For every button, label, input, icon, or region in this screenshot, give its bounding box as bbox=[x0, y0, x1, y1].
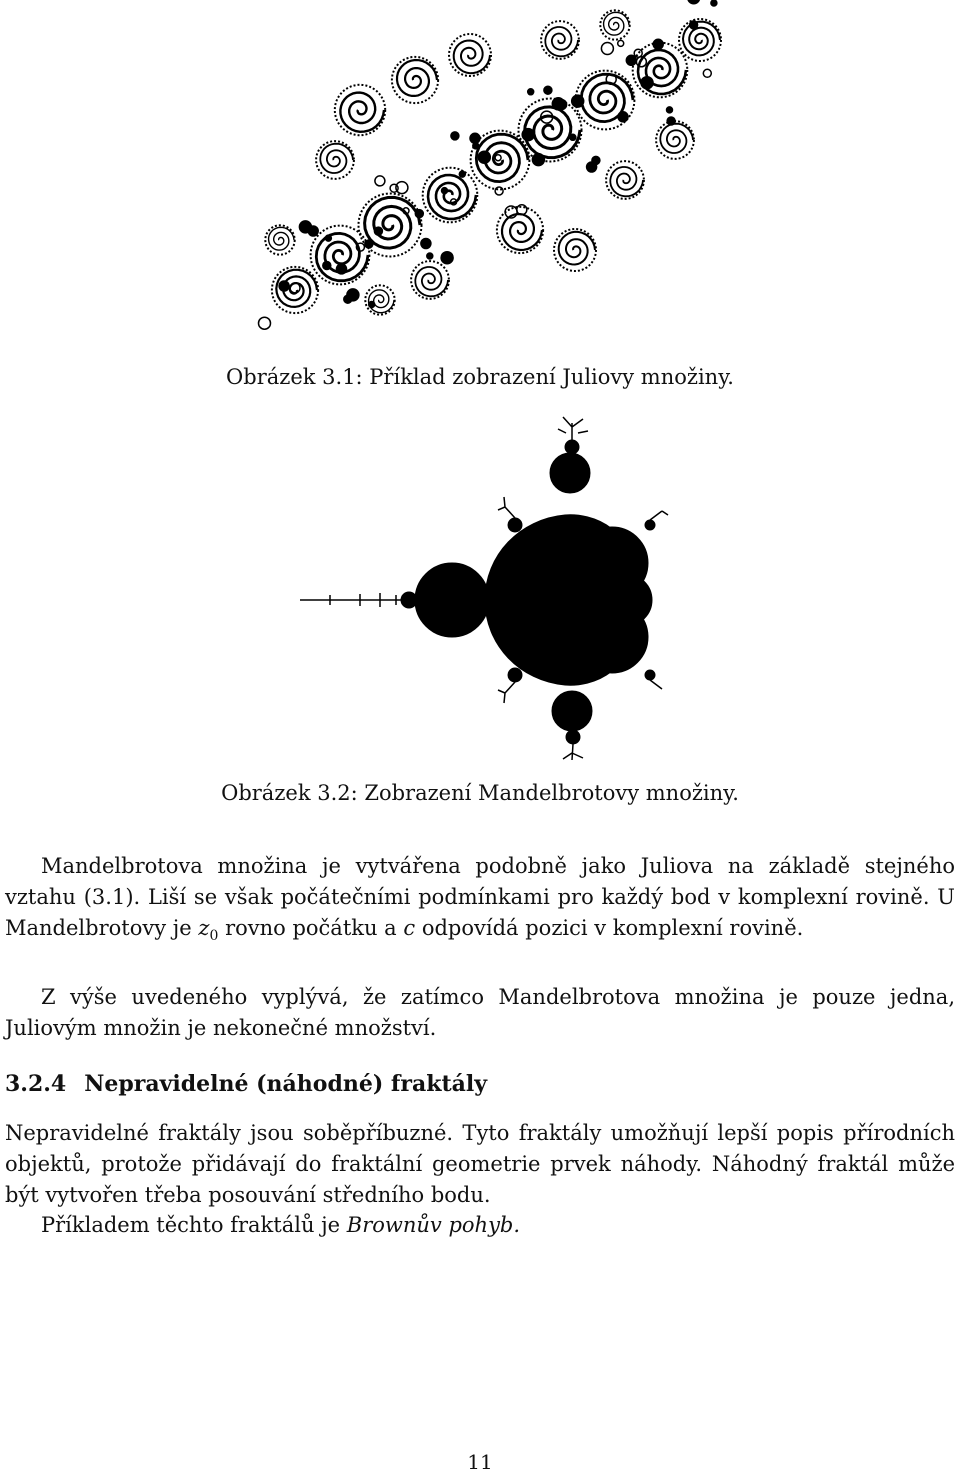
paragraph-text: odpovídá pozici v komplexní rovině. bbox=[421, 916, 804, 940]
julia-set-image bbox=[220, 0, 740, 330]
paragraph-text: rovno počátku a bbox=[225, 916, 397, 940]
variable-z: z bbox=[198, 916, 210, 940]
mandelbrot-shape bbox=[401, 440, 655, 744]
figure-2-caption: Obrázek 3.2: Zobrazení Mandelbrotovy množiny. bbox=[221, 781, 739, 805]
variable-c: c bbox=[403, 916, 416, 940]
figure-1-caption: Obrázek 3.1: Příklad zobrazení Juliovy množiny. bbox=[226, 365, 734, 389]
mandelbrot-set-figure bbox=[0, 415, 960, 760]
paragraph-irregular-fractals bbox=[5, 1118, 955, 1211]
paragraph-text: Nepravidelné fraktály jsou soběpříbuzné. Tyto fraktály umožňují lepší popis přírodních objektů, protože přidávají do fraktální geometrie prvek náhody. Náhodný fraktál může být vytvořen třeba posouvání středního bodu. bbox=[5, 1121, 955, 1207]
paragraph-text: Z výše uvedeného vyplývá, že zatímco Mandelbrotova množina je pouze jedna, Juliovým množin je nekonečné množství. bbox=[5, 985, 955, 1040]
section-heading bbox=[5, 1068, 487, 1100]
section-number: 3.2.4 bbox=[5, 1071, 67, 1097]
emphasis-brownian-motion: Brownův pohyb. bbox=[346, 1213, 521, 1237]
variable-subscript: 0 bbox=[209, 928, 219, 945]
paragraph-julia-count bbox=[5, 982, 955, 1044]
page-number: 11 bbox=[467, 1450, 493, 1474]
paragraph-text: Mandelbrotova množina je vytvářena podobně jako Juliova na základě stejného vztahu (3.1). Liší se však počátečními podmínkami pro každý bod v komplexní rovině. U Mandelbrotovy je bbox=[5, 854, 955, 940]
paragraph-text: Příkladem těchto fraktálů je bbox=[41, 1213, 341, 1237]
section-title: Nepravidelné (náhodné) fraktály bbox=[84, 1071, 487, 1097]
mandelbrot-set-image bbox=[0, 415, 960, 760]
julia-set-figure bbox=[0, 0, 960, 330]
julia-spirals bbox=[259, 0, 722, 330]
paragraph-mandelbrot-intro bbox=[5, 851, 955, 952]
paragraph-brownian-example bbox=[5, 1210, 955, 1241]
